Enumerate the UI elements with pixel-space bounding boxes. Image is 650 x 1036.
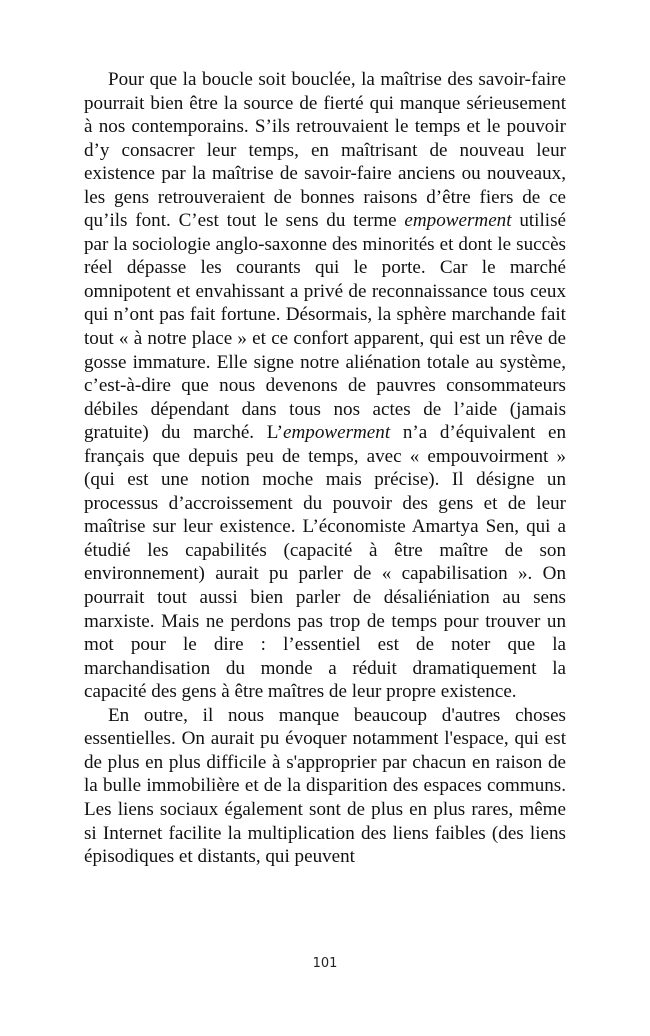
page-body xyxy=(84,68,566,869)
page-number: 101 xyxy=(312,956,338,971)
paragraph: En outre, il nous manque beaucoup d'autres choses essentielles. On aurait pu évoquer notamment l'espace, qui est de plus en plus difficile à s'approprier par chacun en raison de la bulle immobilière et de la disparition des espaces communs. Les liens sociaux également sont de plus en plus rares, même si Internet facilite la multiplication des liens faibles (des liens épisodiques et distants, qui peuvent xyxy=(84,704,566,868)
paragraph xyxy=(84,68,566,704)
italic-term: empowerment xyxy=(404,210,512,232)
paragraph-text: Pour que la boucle soit bouclée, la maîtrise des savoir-faire pourrait bien être la source de fierté qui manque sérieusement à nos contemporains. S’ils retrouvaient le temps et le pouvoir d’y consacrer leur temps, en maîtrisant de nouveau leur existence par la maîtrise de savoir-faire anciens ou nouveaux, les gens retrouveraient de bonnes raisons d’être fiers de ce qu’ils font. C’est tout le sens du terme xyxy=(84,69,566,232)
paragraph-text: n’a d’équivalent en français que depuis peu de temps, avec « empouvoirment » (qui est une notion moche mais précise). Il désigne un processus d’accroissement du pouvoir des gens et de leur maîtrise sur leur existence. L’économiste Amartya Sen, qui a étudié les capabilités (capacité à être maître de son environnement) aurait pu parler de « capabilisation ». On pourrait tout aussi bien parler de désaliéniation au sens marxiste. Mais ne perdons pas trop de temps pour trouver un mot pour le dire : l’essentiel est de noter que la marchandisation du monde a réduit dramatiquement la capacité des gens à être maîtres de leur propre existence. xyxy=(84,422,566,703)
italic-term: empowerment xyxy=(283,422,391,444)
paragraph-text: utilisé par la sociologie anglo-saxonne des minorités et dont le succès réel dépasse les courants qui le porte. Car le marché omnipotent et envahissant a privé de reconnaissance tous ceux qui n’ont pas fait fortune. Désormais, la sphère marchande fait tout « à notre place » et ce confort apparent, qui est un rêve de gosse immature. Elle signe notre aliénation totale au système, c’est-à-dire que nous devenons de pauvres consommateurs débiles dépendant dans tous nos actes de l’aide (jamais gratuite) du marché. L’ xyxy=(84,210,566,444)
